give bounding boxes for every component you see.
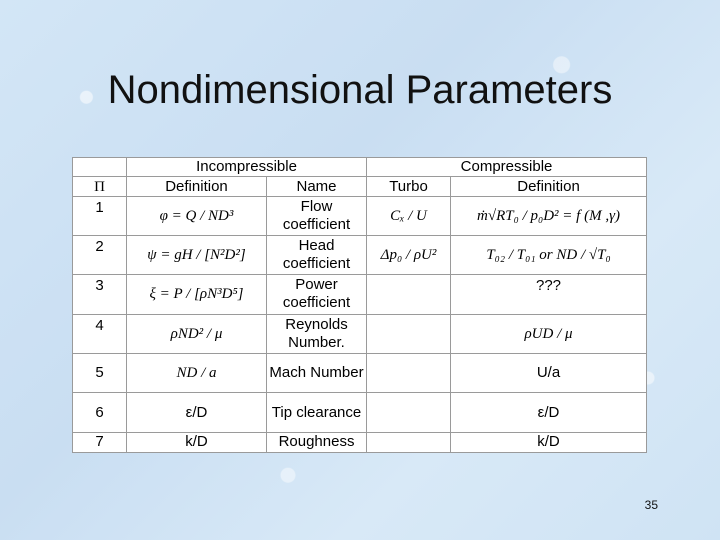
parameter-name: Tip clearance bbox=[267, 393, 367, 432]
definition-incompressible: k/D bbox=[127, 432, 267, 452]
definition-compressible: ε/D bbox=[451, 393, 647, 432]
parameter-name: Head coefficient bbox=[267, 235, 367, 274]
definition-incompressible: ξ = P / [ρN³D⁵] bbox=[127, 275, 267, 314]
slide-title: Nondimensional Parameters bbox=[107, 68, 613, 112]
turbo-definition: Cₓ / U bbox=[367, 197, 451, 235]
table-row bbox=[73, 432, 647, 452]
definition-compressible-header: Definition bbox=[451, 177, 647, 197]
turbo-definition: Δp₀ / ρU² bbox=[367, 235, 451, 274]
definition-compressible: T₀₂ / T₀₁ or ND / √T₀ bbox=[451, 235, 647, 274]
name-header: Name bbox=[267, 177, 367, 197]
turbo-definition bbox=[367, 393, 451, 432]
table-row bbox=[73, 197, 647, 235]
definition-compressible: ??? bbox=[451, 275, 647, 314]
definition-incompressible: ψ = gH / [N²D²] bbox=[127, 235, 267, 274]
definition-compressible: ṁ√RT₀ / p₀D² = f (M ,γ) bbox=[451, 197, 647, 235]
definition-incompressible: ρND² / μ bbox=[127, 314, 267, 353]
parameter-name: Flow coefficient bbox=[267, 197, 367, 235]
table-row bbox=[73, 235, 647, 274]
row-number: 4 bbox=[73, 314, 127, 353]
compressible-header: Compressible bbox=[367, 158, 647, 177]
definition-compressible: k/D bbox=[451, 432, 647, 452]
row-number: 1 bbox=[73, 197, 127, 235]
row-number: 3 bbox=[73, 275, 127, 314]
turbo-definition bbox=[367, 353, 451, 392]
definition-incompressible: φ = Q / ND³ bbox=[127, 197, 267, 235]
definition-compressible: ρUD / μ bbox=[451, 314, 647, 353]
table-row bbox=[73, 314, 647, 353]
turbo-definition bbox=[367, 314, 451, 353]
definition-incompressible: ND / a bbox=[127, 353, 267, 392]
row-number: 5 bbox=[73, 353, 127, 392]
parameters-table bbox=[72, 157, 647, 453]
parameter-name: Mach Number bbox=[267, 353, 367, 392]
definition-incompressible: ε/D bbox=[127, 393, 267, 432]
row-number: 6 bbox=[73, 393, 127, 432]
pi-header: Π bbox=[73, 177, 127, 197]
turbo-header: Turbo bbox=[367, 177, 451, 197]
definition-incompressible-header: Definition bbox=[127, 177, 267, 197]
slide-page-number: 35 bbox=[644, 498, 658, 512]
blank-header-cell bbox=[73, 158, 127, 177]
turbo-definition bbox=[367, 432, 451, 452]
parameter-name: Power coefficient bbox=[267, 275, 367, 314]
table-row bbox=[73, 353, 647, 392]
table-row bbox=[73, 275, 647, 314]
parameters-table-container bbox=[72, 157, 646, 453]
turbo-definition bbox=[367, 275, 451, 314]
incompressible-header: Incompressible bbox=[127, 158, 367, 177]
parameter-name: Roughness bbox=[267, 432, 367, 452]
table-row bbox=[73, 393, 647, 432]
definition-compressible: U/a bbox=[451, 353, 647, 392]
row-number: 2 bbox=[73, 235, 127, 274]
row-number: 7 bbox=[73, 432, 127, 452]
parameter-name: Reynolds Number. bbox=[267, 314, 367, 353]
